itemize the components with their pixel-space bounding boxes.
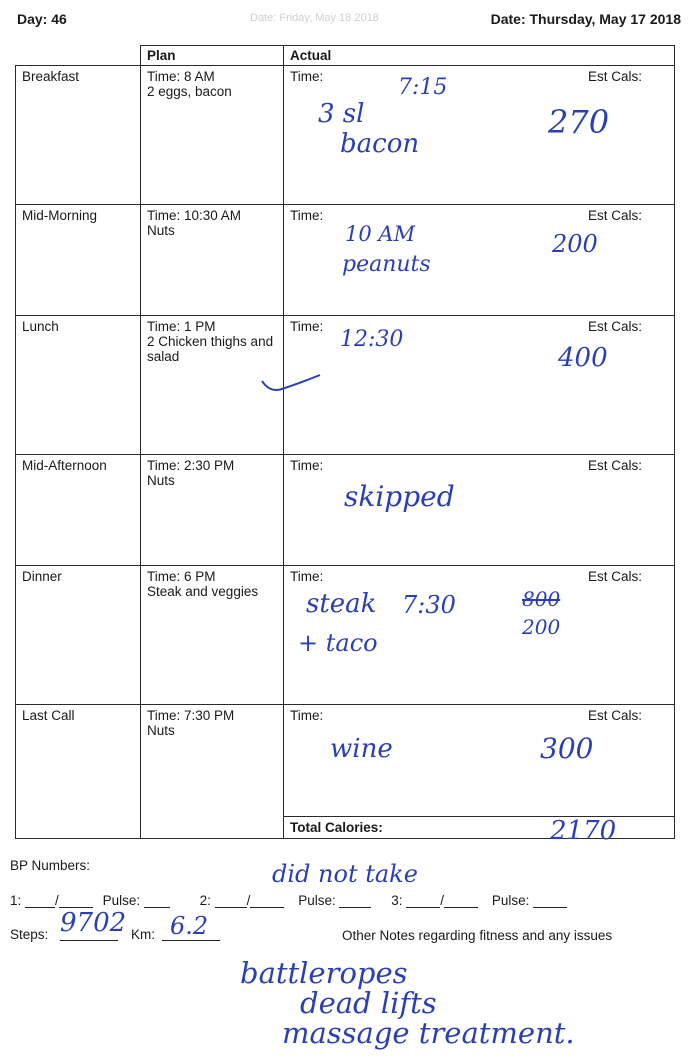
hw-km: 6.2 — [170, 912, 209, 940]
hw-cals: 270 — [548, 103, 610, 141]
meal-log-table — [15, 45, 675, 846]
est-cals-label: Est Cals: — [587, 458, 642, 473]
date-label: Date: Thursday, May 17 2018 — [490, 11, 681, 27]
km-label: Km: — [131, 927, 156, 942]
meal-row — [16, 205, 675, 316]
actual-cell — [284, 316, 675, 455]
actual-cell — [284, 455, 675, 566]
plan-food: Steak and veggies — [147, 584, 259, 599]
hw-cals: 800 — [522, 587, 561, 611]
bp-label: BP Numbers: — [10, 858, 91, 873]
est-cals-label: Est Cals: — [587, 69, 642, 84]
notes-label: Other Notes regarding fitness and any issues — [342, 928, 613, 943]
hw-time: 12:30 — [340, 327, 404, 352]
est-cals-label: Est Cals: — [587, 208, 642, 223]
bp-reading-2-label: 2: — [199, 893, 211, 908]
hw-food: bacon — [340, 129, 420, 159]
plan-food: 2 eggs, bacon — [147, 84, 232, 99]
time-label: Time: — [290, 208, 324, 223]
est-cals-label: Est Cals: — [587, 569, 642, 584]
hw-food: steak — [306, 589, 377, 619]
bp-1-diastolic-blank — [59, 893, 93, 908]
hw-time: 10 AM — [345, 222, 416, 246]
meal-name: Mid-Morning — [16, 205, 141, 316]
bp-row: 1: / Pulse: 2: / Pulse: 3: / Pulse: — [10, 893, 670, 908]
hw-time: 7:15 — [398, 75, 448, 100]
pulse-3-blank — [533, 893, 567, 908]
total-cell — [284, 816, 675, 846]
meal-row — [16, 66, 675, 205]
hw-cals: 400 — [558, 343, 608, 373]
header-row — [16, 46, 675, 66]
bp-3-diastolic-blank — [444, 893, 478, 908]
hw-food: + taco — [298, 629, 378, 657]
hw-note-line: dead lifts — [300, 986, 437, 1020]
bp-reading-1-label: 1: — [10, 893, 22, 908]
time-label: Time: — [290, 569, 324, 584]
plan-cell — [141, 705, 284, 839]
plan-cell — [141, 566, 284, 705]
meal-name: Last Call — [16, 705, 141, 839]
meal-name: Dinner — [16, 566, 141, 705]
bp-1-systolic-blank — [25, 893, 55, 908]
blank-header — [16, 46, 141, 66]
plan-food: Nuts — [147, 723, 175, 738]
hw-food: skipped — [344, 480, 455, 513]
actual-header: Actual — [284, 46, 675, 66]
plan-time: Time: 1 PM — [147, 319, 216, 334]
meal-row — [16, 455, 675, 566]
checkmark-icon — [260, 359, 324, 399]
meal-name: Mid-Afternoon — [16, 455, 141, 566]
time-label: Time: — [290, 708, 324, 723]
actual-cell — [284, 566, 675, 705]
plan-cell — [141, 66, 284, 205]
time-label: Time: — [290, 69, 324, 84]
hw-time: 7:30 — [402, 591, 456, 619]
plan-food: Nuts — [147, 473, 175, 488]
meal-row — [16, 566, 675, 705]
hw-food: peanuts — [342, 252, 431, 277]
pulse-2-label: Pulse: — [298, 893, 336, 908]
plan-food: 2 Chicken thighs and salad — [147, 334, 274, 364]
pulse-1-label: Pulse: — [102, 893, 141, 908]
plan-time: Time: 7:30 PM — [147, 708, 235, 723]
day-label: Day: 46 — [17, 11, 67, 27]
actual-cell — [284, 66, 675, 205]
bp-reading-3-label: 3: — [391, 893, 403, 908]
plan-time: Time: 6 PM — [147, 569, 216, 584]
plan-header: Plan — [141, 46, 284, 66]
meal-row — [16, 705, 675, 817]
bp-2-diastolic-blank — [250, 893, 284, 908]
total-calories-label: Total Calories: — [290, 820, 383, 835]
hw-cals: 300 — [540, 732, 594, 765]
hw-cals: 200 — [522, 615, 561, 639]
bleed-through-text: Date: Friday, May 18 2018 — [250, 12, 379, 24]
est-cals-label: Est Cals: — [587, 708, 642, 723]
bp-2-systolic-blank — [215, 893, 247, 908]
hw-food: wine — [330, 734, 393, 764]
plan-cell — [141, 455, 284, 566]
hw-note-line: massage treatment. — [282, 1016, 575, 1050]
steps-label: Steps: — [10, 927, 49, 942]
meal-row — [16, 316, 675, 455]
plan-time: Time: 10:30 AM — [147, 208, 242, 223]
plan-time: Time: 2:30 PM — [147, 458, 235, 473]
plan-time: Time: 8 AM — [147, 69, 215, 84]
plan-cell — [141, 205, 284, 316]
pulse-1-blank — [144, 893, 170, 908]
pulse-3-label: Pulse: — [491, 893, 530, 908]
hw-cals: 200 — [552, 230, 598, 258]
hw-bp-note: did not take — [272, 860, 418, 888]
hw-note-line: battleropes — [240, 956, 408, 990]
plan-food: Nuts — [147, 223, 175, 238]
actual-cell — [284, 705, 675, 817]
bp-3-systolic-blank — [406, 893, 440, 908]
hw-total: 2170 — [550, 816, 617, 846]
hw-food: 3 sl — [318, 99, 365, 129]
meal-name: Lunch — [16, 316, 141, 455]
est-cals-label: Est Cals: — [587, 319, 642, 334]
pulse-2-blank — [339, 893, 371, 908]
hw-steps: 9702 — [60, 908, 127, 938]
time-label: Time: — [290, 319, 324, 334]
time-label: Time: — [290, 458, 324, 473]
actual-cell — [284, 205, 675, 316]
meal-name: Breakfast — [16, 66, 141, 205]
